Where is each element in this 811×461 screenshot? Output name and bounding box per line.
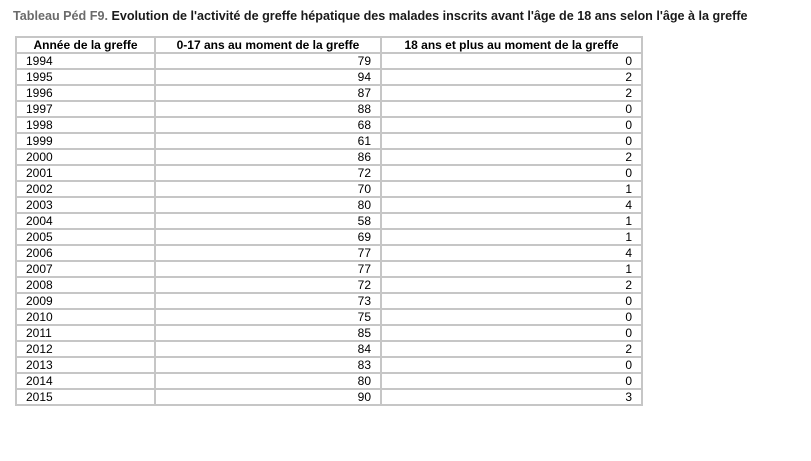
age-0-17-cell: 90 <box>155 389 381 405</box>
transplant-table <box>15 36 643 406</box>
year-cell: 1999 <box>16 133 155 149</box>
age-0-17-cell: 69 <box>155 229 381 245</box>
header-age-0-17: 0-17 ans au moment de la greffe <box>155 37 381 53</box>
age-18-plus-cell: 0 <box>381 101 642 117</box>
age-18-plus-cell: 4 <box>381 245 642 261</box>
year-cell: 2008 <box>16 277 155 293</box>
age-0-17-cell: 68 <box>155 117 381 133</box>
age-0-17-cell: 72 <box>155 165 381 181</box>
year-cell: 2006 <box>16 245 155 261</box>
year-cell: 2005 <box>16 229 155 245</box>
table-row <box>16 213 642 229</box>
age-18-plus-cell: 4 <box>381 197 642 213</box>
age-0-17-cell: 72 <box>155 277 381 293</box>
table-caption <box>13 9 748 23</box>
age-18-plus-cell: 1 <box>381 213 642 229</box>
table-row <box>16 357 642 373</box>
table-row <box>16 197 642 213</box>
year-cell: 2004 <box>16 213 155 229</box>
age-0-17-cell: 79 <box>155 53 381 69</box>
table-header-row <box>16 37 642 53</box>
header-year: Année de la greffe <box>16 37 155 53</box>
age-18-plus-cell: 0 <box>381 53 642 69</box>
age-0-17-cell: 87 <box>155 85 381 101</box>
table-row <box>16 101 642 117</box>
header-age-18-plus: 18 ans et plus au moment de la greffe <box>381 37 642 53</box>
age-18-plus-cell: 0 <box>381 325 642 341</box>
age-18-plus-cell: 1 <box>381 181 642 197</box>
age-0-17-cell: 86 <box>155 149 381 165</box>
year-cell: 2007 <box>16 261 155 277</box>
table-row <box>16 277 642 293</box>
table-row <box>16 245 642 261</box>
age-0-17-cell: 80 <box>155 197 381 213</box>
age-0-17-cell: 73 <box>155 293 381 309</box>
year-cell: 2001 <box>16 165 155 181</box>
table-row <box>16 85 642 101</box>
table-row <box>16 261 642 277</box>
table-row <box>16 389 642 405</box>
age-18-plus-cell: 0 <box>381 293 642 309</box>
age-18-plus-cell: 2 <box>381 341 642 357</box>
age-18-plus-cell: 0 <box>381 357 642 373</box>
table-row <box>16 309 642 325</box>
age-18-plus-cell: 0 <box>381 133 642 149</box>
year-cell: 2012 <box>16 341 155 357</box>
age-18-plus-cell: 0 <box>381 165 642 181</box>
age-18-plus-cell: 1 <box>381 229 642 245</box>
year-cell: 2011 <box>16 325 155 341</box>
table-row <box>16 133 642 149</box>
year-cell: 1997 <box>16 101 155 117</box>
table-row <box>16 341 642 357</box>
age-0-17-cell: 94 <box>155 69 381 85</box>
age-0-17-cell: 70 <box>155 181 381 197</box>
age-18-plus-cell: 2 <box>381 69 642 85</box>
table-body <box>16 53 642 405</box>
age-0-17-cell: 84 <box>155 341 381 357</box>
table-row <box>16 165 642 181</box>
table-row <box>16 181 642 197</box>
year-cell: 2010 <box>16 309 155 325</box>
age-18-plus-cell: 0 <box>381 309 642 325</box>
age-18-plus-cell: 2 <box>381 149 642 165</box>
table-row <box>16 229 642 245</box>
age-18-plus-cell: 3 <box>381 389 642 405</box>
table-row <box>16 117 642 133</box>
table-row <box>16 373 642 389</box>
year-cell: 1995 <box>16 69 155 85</box>
caption-label: Tableau Péd F9. <box>13 9 108 23</box>
year-cell: 1996 <box>16 85 155 101</box>
age-0-17-cell: 88 <box>155 101 381 117</box>
table-row <box>16 53 642 69</box>
year-cell: 2014 <box>16 373 155 389</box>
age-0-17-cell: 77 <box>155 261 381 277</box>
age-18-plus-cell: 0 <box>381 117 642 133</box>
age-0-17-cell: 80 <box>155 373 381 389</box>
table-row <box>16 293 642 309</box>
year-cell: 2009 <box>16 293 155 309</box>
table-row <box>16 69 642 85</box>
year-cell: 2002 <box>16 181 155 197</box>
caption-title: Evolution de l'activité de greffe hépatique des malades inscrits avant l'âge de 18 ans selon l'âge à la greffe <box>111 9 748 23</box>
year-cell: 2013 <box>16 357 155 373</box>
age-0-17-cell: 61 <box>155 133 381 149</box>
age-18-plus-cell: 1 <box>381 261 642 277</box>
year-cell: 1998 <box>16 117 155 133</box>
age-0-17-cell: 85 <box>155 325 381 341</box>
year-cell: 2003 <box>16 197 155 213</box>
table-row <box>16 149 642 165</box>
year-cell: 2000 <box>16 149 155 165</box>
age-0-17-cell: 58 <box>155 213 381 229</box>
year-cell: 1994 <box>16 53 155 69</box>
age-18-plus-cell: 0 <box>381 373 642 389</box>
age-0-17-cell: 77 <box>155 245 381 261</box>
table-row <box>16 325 642 341</box>
age-0-17-cell: 83 <box>155 357 381 373</box>
year-cell: 2015 <box>16 389 155 405</box>
age-18-plus-cell: 2 <box>381 85 642 101</box>
age-18-plus-cell: 2 <box>381 277 642 293</box>
age-0-17-cell: 75 <box>155 309 381 325</box>
